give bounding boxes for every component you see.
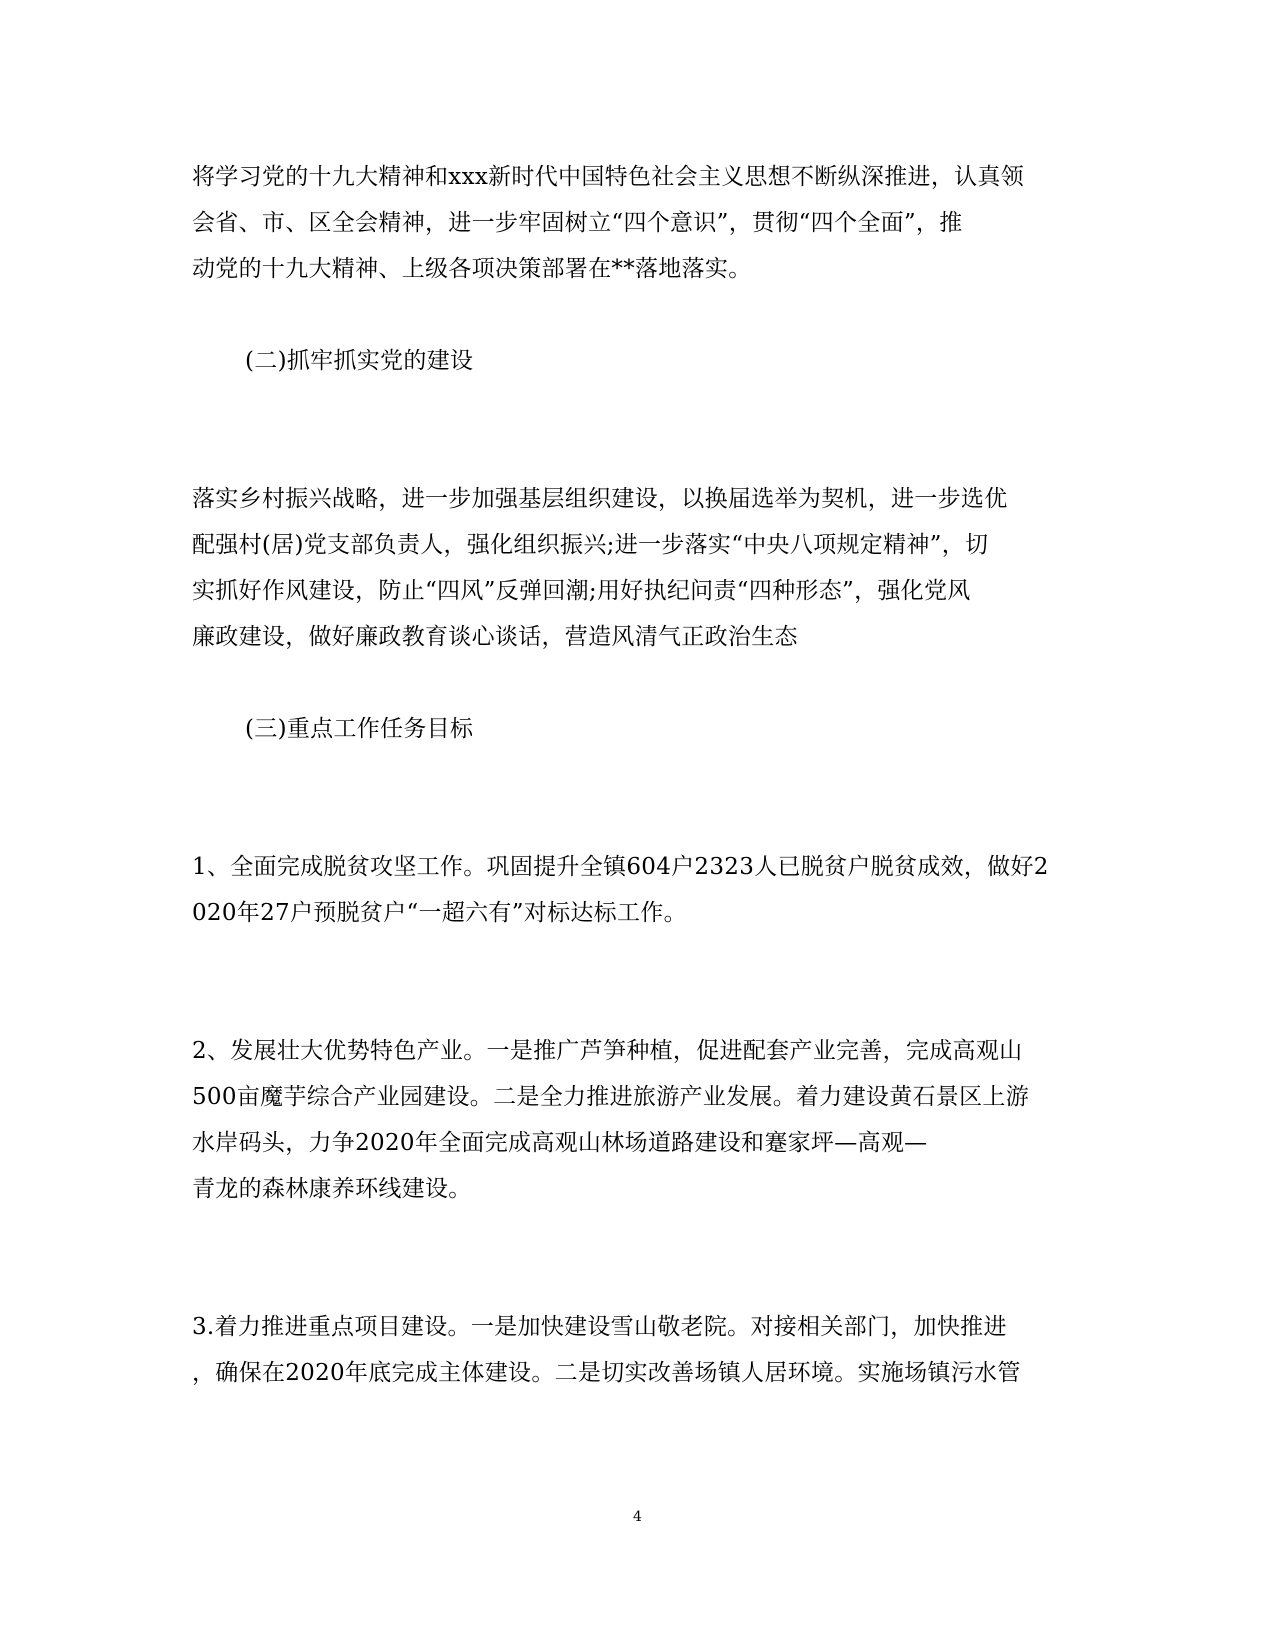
- paragraph-2-line-3: 实抓好作风建设，防止“四风”反弹回潮;用好执纪问责“四种形态”，强化党风: [192, 578, 971, 604]
- paragraph-4-line-2: 500亩魔芋综合产业园建设。二是全力推进旅游产业发展。着力建设黄石景区上游: [192, 1084, 1029, 1110]
- paragraph-3-line-2: 020年27户预脱贫户“一超六有”对标达标工作。: [192, 900, 687, 926]
- paragraph-1-line-1: 将学习党的十九大精神和xxx新时代中国特色社会主义思想不断纵深推进，认真领: [192, 164, 1025, 190]
- paragraph-4-line-4: 青龙的森林康养环线建设。: [192, 1176, 472, 1202]
- paragraph-1-line-2: 会省、市、区全会精神，进一步牢固树立“四个意识”，贯彻“四个全面”，推: [192, 210, 963, 236]
- paragraph-5-line-2: ，确保在2020年底完成主体建设。二是切实改善场镇人居环境。实施场镇污水管: [192, 1360, 1021, 1386]
- page-number: 4: [633, 1509, 642, 1525]
- paragraph-4-line-3: 水岸码头，力争2020年全面完成高观山林场道路建设和蹇家坪—高观—: [192, 1130, 928, 1156]
- paragraph-1-line-3: 动党的十九大精神、上级各项决策部署在**落地落实。: [192, 256, 752, 282]
- section-heading-2: (二)抓牢抓实党的建设: [245, 348, 474, 374]
- paragraph-2-line-1: 落实乡村振兴战略，进一步加强基层组织建设，以换届选举为契机，进一步选优: [192, 486, 1008, 512]
- paragraph-2-line-4: 廉政建设，做好廉政教育谈心谈话，营造风清气正政治生态: [192, 624, 798, 650]
- paragraph-3-line-1: 1、全面完成脱贫攻坚工作。巩固提升全镇604户2323人已脱贫户脱贫成效，做好2: [192, 854, 1049, 880]
- paragraph-5-line-1: 3.着力推进重点项目建设。一是加快建设雪山敬老院。对接相关部门，加快推进: [192, 1314, 1007, 1340]
- section-heading-3: (三)重点工作任务目标: [245, 716, 474, 742]
- paragraph-2-line-2: 配强村(居)党支部负责人，强化组织振兴;进一步落实“中央八项规定精神”，切: [192, 532, 989, 558]
- paragraph-4-line-1: 2、发展壮大优势特色产业。一是推广芦笋种植，促进配套产业完善，完成高观山: [192, 1038, 1023, 1064]
